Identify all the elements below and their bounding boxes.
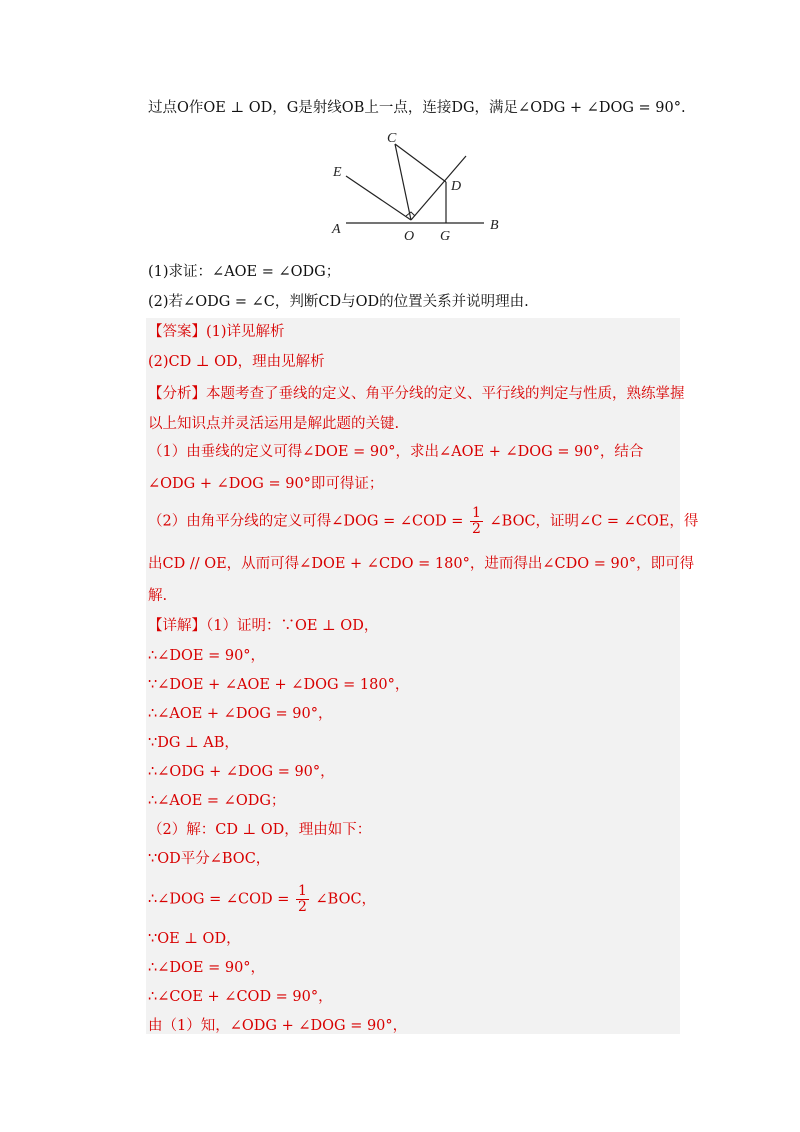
detail-line: 由（1）知，∠ODG + ∠DOG = 90°， [148, 1018, 408, 1034]
detail-line: （2）解：CD ⊥ OD，理由如下： [148, 822, 372, 838]
analysis-p2a-pre: （2）由角平分线的定义可得∠DOG = ∠COD = [148, 513, 464, 530]
detail-tag: 【详解】 [148, 618, 206, 634]
detail-fraction-line [148, 884, 376, 915]
detail-line: ∵OE ⊥ OD， [148, 931, 241, 947]
analysis-p2b: 出CD // OE，从而可得∠DOE + ∠CDO = 180°，进而得出∠CDO = 90°，即可得 [148, 556, 695, 572]
detail-line: ∴∠AOE = ∠ODG； [148, 793, 286, 809]
label-G: G [440, 229, 451, 244]
detail-line: ∵∠DOE + ∠AOE + ∠DOG = 180°， [148, 677, 410, 693]
analysis-line-1 [148, 384, 685, 404]
detail-line: ∴∠DOE = 90°， [148, 648, 266, 664]
detail-line: ∴∠ODG + ∠DOG = 90°， [148, 764, 335, 780]
fraction-numerator: 1 [471, 505, 481, 521]
answer-2: (2)CD ⊥ OD，理由见解析 [148, 354, 325, 370]
analysis-p2a [148, 506, 698, 537]
question-2: (2)若∠ODG = ∠C，判断CD与OD的位置关系并说明理由. [148, 294, 529, 310]
question-1: (1)求证：∠AOE = ∠ODG； [148, 264, 341, 280]
label-D: D [451, 179, 462, 194]
analysis-p1a: （1）由垂线的定义可得∠DOE = 90°，求出∠AOE + ∠DOG = 90°，结合 [148, 444, 644, 460]
label-B: B [490, 218, 499, 233]
analysis-tag: 【分析】 [148, 386, 206, 402]
detail-line: ∴∠COE + ∠COD = 90°， [148, 989, 333, 1005]
detail-frac-pre: ∴∠DOG = ∠COD = [148, 891, 290, 908]
problem-intro: 过点O作OE ⊥ OD，G是射线OB上一点，连接DG，满足∠ODG + ∠DOG = 90°. [148, 100, 686, 116]
detail-line: ∵DG ⊥ AB， [148, 735, 239, 751]
fraction-half [296, 884, 309, 915]
fraction-denominator: 2 [297, 899, 307, 915]
answer-tag: 【答案】 [148, 324, 206, 340]
detail-line-0 [148, 616, 378, 636]
segment-CD [395, 144, 446, 182]
fraction-numerator: 1 [297, 883, 307, 899]
label-C: C [387, 131, 397, 146]
detail-frac-post: ∠BOC， [315, 891, 377, 908]
analysis-p2c: 解. [148, 588, 168, 604]
answer-line-1 [148, 322, 285, 342]
detail-line: ∴∠AOE + ∠DOG = 90°， [148, 706, 333, 722]
segment-OC [395, 144, 411, 220]
detail-line: ∵OD平分∠BOC， [148, 851, 271, 867]
answer-1: (1)详见解析 [206, 324, 285, 340]
label-A: A [332, 222, 341, 237]
analysis-p1b: ∠ODG + ∠DOG = 90°即可得证； [148, 476, 384, 492]
label-E: E [333, 165, 342, 180]
ray-OE [346, 176, 411, 220]
analysis-p2a-post: ∠BOC，证明∠C = ∠COE，得 [489, 513, 699, 530]
detail-line: ∴∠DOE = 90°， [148, 960, 266, 976]
analysis-text-2: 以上知识点并灵活运用是解此题的关键. [148, 416, 400, 432]
label-O: O [404, 229, 415, 244]
detail-first: （1）证明：∵OE ⊥ OD， [206, 618, 379, 634]
analysis-text-1: 本题考查了垂线的定义、角平分线的定义、平行线的判定与性质，熟练掌握 [206, 386, 685, 402]
fraction-denominator: 2 [471, 521, 481, 537]
geometry-figure [320, 126, 520, 244]
fraction-half [470, 506, 483, 537]
